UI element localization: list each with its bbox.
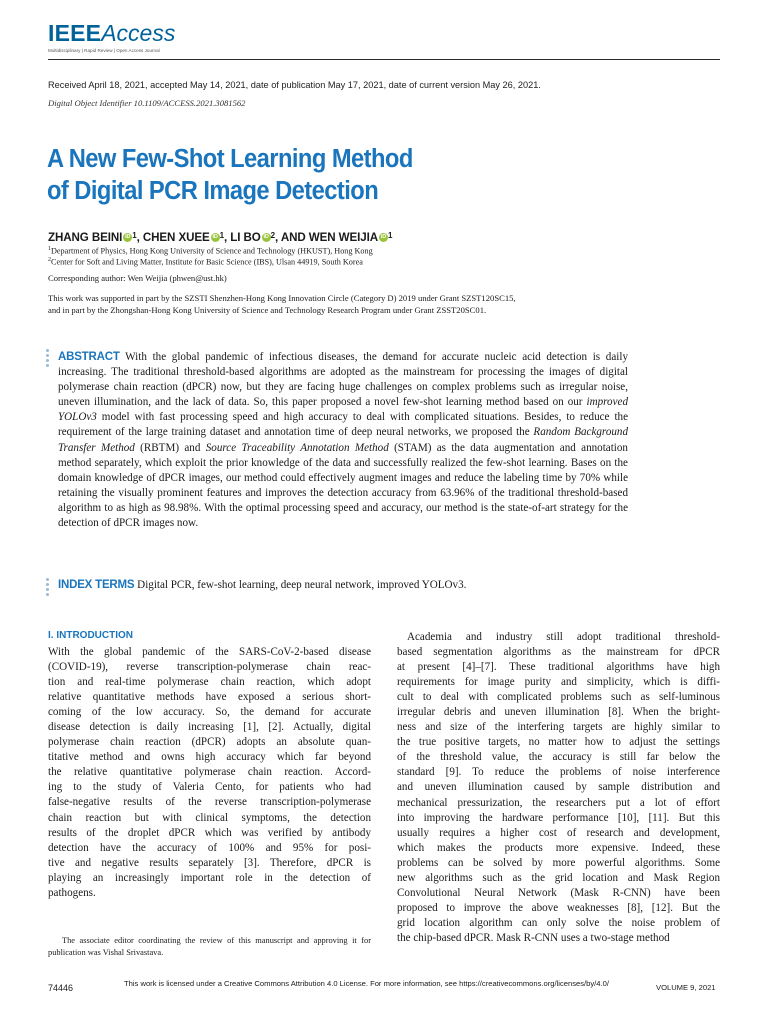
text-line: Academia and industry still adopt traditional threshold- [407, 631, 720, 643]
text-line: (COVID-19), reverse transcription-polymerase chain reac- [48, 661, 371, 674]
abstract-emphasis: improved YOLOv3 [58, 396, 628, 424]
text-line: based segmentation algorithms as the mainstream for dPCR [397, 646, 720, 659]
text-line: titative method and owns high accuracy which far beyond [48, 751, 371, 764]
author-name: , LI BO [223, 231, 261, 244]
abstract-label: ABSTRACT [58, 351, 120, 363]
author-name: ZHANG BEINI [48, 231, 123, 244]
abstract-dots-icon [46, 349, 51, 369]
text-line: false-negative results of the reverse transcription-polymerase [48, 796, 371, 809]
text-line: results of the droplet dPCR which was verified by antibody [48, 826, 371, 839]
abstract-text: With the global pandemic of infectious diseases, the demand for accurate nucleic acid detection is daily increasing. The traditional threshold-based algorithms are adopted as the mainstream for processing the images of digital polymerase chain reaction (dPCR) now, but they are facing huge challenges on complex problems such as irregular noise, uneven illumination, and the lack of data. So, this paper proposed a novel few-shot learning method based on our [58, 351, 628, 409]
footnote-text: The associate editor coordinating the review of this manuscript and approving it for publication was Vishal Srivastava. [48, 936, 371, 957]
text-line: requirements for image purity and simplicity, which is diffi- [397, 676, 720, 689]
text-line: disease detection is daily increasing [1], [2]. Actually, digital [48, 721, 371, 734]
text-line: the chip-based dPCR. Mask R-CNN uses a two-stage method [397, 931, 670, 944]
text-line: Convolutional Neural Network (Mask R-CNN) have been [397, 886, 720, 899]
text-line: usually requires a higher cost of research and development, [397, 826, 720, 839]
text-line: irregular debris and uneven illumination [8]. When the bright- [397, 706, 720, 719]
text-line: at present [4]–[7]. These traditional algorithms have high [397, 661, 720, 674]
page-number: 74446 [48, 983, 74, 993]
abstract-text: model with fast processing speed and high accuracy to deal with complicated situations. Besides, to reduce the requirement of the large training dataset and annotation time of deep neural networks, we proposed the [58, 411, 628, 439]
text-line: grid location algorithm can only solve the noise problem of [397, 916, 720, 929]
logo-access-text: Access [101, 20, 176, 46]
affiliation-2 [48, 257, 363, 267]
author-name: , CHEN XUEE [136, 231, 210, 244]
corresponding-author: Corresponding author: Wen Weijia (phwen@ust.hk) [48, 273, 227, 283]
index-terms-dots-icon [46, 578, 51, 598]
text-line: coming of the low accuracy. So, the demand for accurate [48, 706, 371, 719]
paper-title [47, 143, 413, 207]
text-line: polymerase chain reaction (dPCR) adopts an absolute quan- [48, 736, 371, 749]
logo-ieee-text: IEEE [48, 20, 102, 46]
abstract-emphasis: Source Traceability Annotation Method [205, 441, 389, 454]
orcid-icon[interactable]: iD [212, 234, 218, 240]
text-line: into improving the hardware performance [10], [11]. But this [397, 811, 720, 824]
index-terms [58, 579, 466, 591]
header-divider [48, 59, 720, 60]
text-line: detection have the accuracy of 100% and 95% for posi- [48, 841, 371, 854]
affiliation-marker: 1 [219, 231, 224, 240]
text-line: tive and negative results separately [3]. Therefore, dPCR is [48, 856, 371, 869]
affiliation-1 [48, 246, 373, 256]
affiliation-marker: 1 [387, 231, 393, 240]
text-line: chain reaction but with clinical symptoms, the detection [48, 811, 371, 824]
text-line: the true positive targets, no matter how to adjust the settings [397, 736, 720, 749]
editor-footnote [48, 935, 371, 958]
text-line: ing to the study of Valeria Cento, for patients who had [48, 781, 371, 794]
orcid-icon[interactable]: iD [263, 234, 269, 240]
license-notice: This work is licensed under a Creative Commons Attribution 4.0 License. For more information, see https://creativecommons.org/licenses/by/4.0/ [124, 979, 609, 988]
text-line: new algorithms such as the grid location and Mask Region [397, 871, 720, 884]
journal-logo [48, 20, 178, 53]
funding-line: This work was supported in part by the SZSTI Shenzhen-Hong Kong Innovation Circle (Category D) 2019 under Grant SZST120SC15, [48, 293, 516, 303]
doi-line: Digital Object Identifier 10.1109/ACCESS.2021.3081562 [48, 98, 246, 108]
text-line: and uneven illumination caused by sample distribution and [397, 781, 720, 794]
text-line: relative quantitative methods have exposed a serious short- [48, 691, 371, 704]
text-line: mechanical pressurization, the researchers put a lot of effort [397, 796, 720, 809]
abstract-text: (RBTM) and [134, 441, 206, 454]
title-line-2: of Digital PCR Image Detection [47, 177, 379, 205]
text-line: tion and real-time polymerase chain reaction, which adopt [48, 676, 371, 689]
abstract-emphasis: Random Background Transfer Method [58, 426, 629, 454]
affiliation-text: Center for Soft and Living Matter, Institute for Basic Science (IBS), Ulsan 44919, South Korea [51, 257, 363, 267]
author-name: , AND WEN WEIJIA [275, 231, 378, 244]
volume-info: VOLUME 9, 2021 [656, 983, 716, 992]
text-line: the relative quantitative polymerase chain reaction. Accord- [48, 766, 371, 779]
funding-line: and in part by the Zhongshan-Hong Kong University of Science and Technology Research Program under Grant ZSST20SC01. [48, 304, 487, 315]
right-column [397, 630, 720, 946]
text-line: playing an increasingly important role in the detection of [48, 871, 371, 884]
author-list [48, 231, 392, 244]
orcid-icon[interactable]: iD [380, 234, 387, 240]
affiliation-marker: 1 [132, 231, 137, 240]
text-line: of the threshold value, the accuracy is still far below the [397, 751, 720, 764]
affiliation-marker: 2 [270, 231, 276, 240]
section-heading: I. INTRODUCTION [48, 630, 133, 641]
logo-tagline: Multidisciplinary | Rapid Review | Open Access Journal [48, 48, 160, 53]
index-terms-text: Digital PCR, few-shot learning, deep neural network, improved YOLOv3. [134, 579, 467, 591]
text-line: With the global pandemic of the SARS-CoV-2-based disease [48, 646, 371, 658]
index-terms-label: INDEX TERMS [58, 579, 135, 591]
text-line: pathogens. [48, 886, 96, 899]
affiliation-number: 2 [48, 257, 51, 263]
title-line-1: A New Few-Shot Learning Method [47, 145, 413, 173]
text-line: which makes the products more expensive. Indeed, these [397, 841, 720, 854]
text-line: cult to deal with complicated problems such as self-luminous [397, 691, 720, 704]
funding-statement [48, 293, 728, 316]
text-line: standard [9]. To reduce the problems of noise interference [397, 766, 720, 779]
abstract-text: (STAM) as the data augmentation and annotation method separately, which exploit the prior knowledge of the data and successfully realized the few-shot learning. Bases on the domain knowledge of dPCR images, our method could effectively augment images and reduce the labeling time by 70% while retaining the visually prominent features and improves the detection accuracy from 63.96% of the traditional threshold-based algorithm to as high as 98.98%. With the optimal processing speed and accuracy, our method is the state-of-art strategy for the detection of dPCR images now. [58, 441, 628, 530]
text-line: proposed to improve the above weaknesses [8], [12]. But the [397, 901, 720, 914]
text-line: problems can be solved by more powerful algorithms. Some [397, 856, 720, 869]
abstract [58, 350, 628, 531]
affiliation-text: Department of Physics, Hong Kong University of Science and Technology (HKUST), Hong Kong [51, 246, 373, 256]
left-column [48, 645, 371, 901]
text-line: ness and size of the interfering targets are highly similar to [397, 721, 720, 734]
received-dates: Received April 18, 2021, accepted May 14, 2021, date of publication May 17, 2021, date of current version May 26, 2021. [48, 80, 541, 90]
affiliation-number: 1 [48, 246, 51, 252]
orcid-icon[interactable]: iD [125, 234, 131, 240]
